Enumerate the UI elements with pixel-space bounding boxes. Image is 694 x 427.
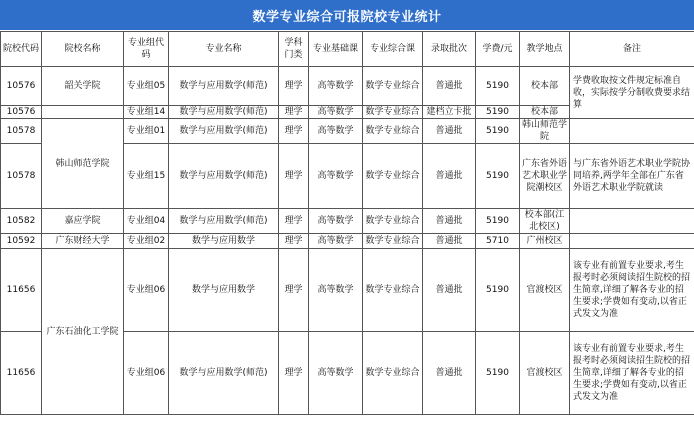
fee-cell: 5190 (476, 209, 520, 234)
header-cell: 学费/元 (476, 32, 520, 67)
fee-cell: 5190 (476, 249, 520, 332)
table-row (1, 209, 694, 234)
basic-course-cell: 高等数学 (309, 67, 363, 106)
table-row (1, 67, 694, 106)
note-cell: 该专业有前置专业要求,考生报考时必须阅读招生院校的招生简章,详细了解各专业的招生要求;学费如有变动,以省正式发文为准 (570, 332, 694, 415)
place-cell: 校本部(江北校区) (520, 209, 570, 234)
header-row (1, 32, 694, 67)
code-cell: 10582 (1, 209, 42, 234)
basic-course-cell: 高等数学 (309, 144, 363, 209)
note-cell (570, 209, 694, 234)
batch-cell: 普通批 (423, 332, 476, 415)
category-cell: 理学 (279, 144, 309, 209)
table-row (1, 119, 694, 144)
table-title-text: 数学专业综合可报院校专业统计 (252, 9, 442, 25)
code-cell: 10576 (1, 67, 42, 106)
header-cell: 学科门类 (279, 32, 309, 67)
school-cell: 嘉应学院 (42, 209, 124, 234)
major-cell: 数学与应用数学(师范) (169, 144, 279, 209)
group-cell: 专业组02 (124, 234, 169, 249)
place-cell: 韩山师范学院 (520, 119, 570, 144)
code-cell: 10578 (1, 144, 42, 209)
header-cell: 教学地点 (520, 32, 570, 67)
place-cell: 官渡校区 (520, 249, 570, 332)
fee-cell: 5710 (476, 234, 520, 249)
table-row (1, 234, 694, 249)
header-cell: 院校代码 (1, 32, 42, 67)
group-cell: 专业组04 (124, 209, 169, 234)
header-cell: 院校名称 (42, 32, 124, 67)
basic-course-cell: 高等数学 (309, 249, 363, 332)
note-cell: 该专业有前置专业要求,考生报考时必须阅读招生院校的招生简章,详细了解各专业的招生要求;学费如有变动,以省正式发文为准 (570, 249, 694, 332)
stats-table (0, 31, 694, 415)
major-cell: 数学与应用数学(师范) (169, 106, 279, 119)
major-cell: 数学与应用数学(师范) (169, 67, 279, 106)
comp-course-cell: 数学专业综合 (363, 144, 423, 209)
fee-cell: 5190 (476, 119, 520, 144)
basic-course-cell: 高等数学 (309, 332, 363, 415)
category-cell: 理学 (279, 106, 309, 119)
group-cell: 专业组05 (124, 67, 169, 106)
major-cell: 数学与应用数学(师范) (169, 332, 279, 415)
major-cell: 数学与应用数学 (169, 234, 279, 249)
category-cell: 理学 (279, 332, 309, 415)
code-cell: 11656 (1, 332, 42, 415)
category-cell: 理学 (279, 249, 309, 332)
school-cell (42, 106, 124, 119)
basic-course-cell: 高等数学 (309, 119, 363, 144)
school-cell: 韩山师范学院 (42, 119, 124, 209)
code-cell: 11656 (1, 249, 42, 332)
header-cell: 专业组代码 (124, 32, 169, 67)
category-cell: 理学 (279, 234, 309, 249)
note-cell: 学费收取按文件规定标准自收，实际按学分制收费要求结算 (570, 67, 694, 119)
fee-cell: 5190 (476, 67, 520, 106)
comp-course-cell: 数学专业综合 (363, 67, 423, 106)
fee-cell: 5190 (476, 332, 520, 415)
school-cell: 广东财经大学 (42, 234, 124, 249)
basic-course-cell: 高等数学 (309, 209, 363, 234)
comp-course-cell: 数学专业综合 (363, 106, 423, 119)
table-row (1, 249, 694, 332)
basic-course-cell: 高等数学 (309, 106, 363, 119)
note-cell (570, 119, 694, 144)
place-cell: 校本部 (520, 106, 570, 119)
batch-cell: 普通批 (423, 249, 476, 332)
header-cell: 备注 (570, 32, 694, 67)
code-cell: 10592 (1, 234, 42, 249)
basic-course-cell: 高等数学 (309, 234, 363, 249)
code-cell: 10576 (1, 106, 42, 119)
header-cell: 专业名称 (169, 32, 279, 67)
school-cell: 韶关学院 (42, 67, 124, 106)
batch-cell: 普通批 (423, 67, 476, 106)
header-cell: 专业综合课 (363, 32, 423, 67)
place-cell: 官渡校区 (520, 332, 570, 415)
group-cell: 专业组06 (124, 249, 169, 332)
school-cell: 广东石油化工学院 (42, 249, 124, 415)
comp-course-cell: 数学专业综合 (363, 332, 423, 415)
category-cell: 理学 (279, 119, 309, 144)
comp-course-cell: 数学专业综合 (363, 209, 423, 234)
code-cell: 10578 (1, 119, 42, 144)
comp-course-cell: 数学专业综合 (363, 249, 423, 332)
batch-cell: 建档立卡批 (423, 106, 476, 119)
batch-cell: 普通批 (423, 234, 476, 249)
table-title (0, 0, 694, 30)
comp-course-cell: 数学专业综合 (363, 234, 423, 249)
note-cell: 与广东省外语艺术职业学院协同培养,两学年全部在广东省外语艺术职业学院就读 (570, 144, 694, 209)
major-cell: 数学与应用数学 (169, 249, 279, 332)
comp-course-cell: 数学专业综合 (363, 119, 423, 144)
place-cell: 校本部 (520, 67, 570, 106)
fee-cell: 5190 (476, 144, 520, 209)
batch-cell: 普通批 (423, 144, 476, 209)
note-cell (570, 234, 694, 249)
header-cell: 专业基础课 (309, 32, 363, 67)
group-cell: 专业组14 (124, 106, 169, 119)
major-cell: 数学与应用数学(师范) (169, 119, 279, 144)
group-cell: 专业组01 (124, 119, 169, 144)
place-cell: 广州校区 (520, 234, 570, 249)
category-cell: 理学 (279, 209, 309, 234)
group-cell: 专业组06 (124, 332, 169, 415)
batch-cell: 普通批 (423, 209, 476, 234)
fee-cell: 5190 (476, 106, 520, 119)
header-cell: 录取批次 (423, 32, 476, 67)
batch-cell: 普通批 (423, 119, 476, 144)
group-cell: 专业组15 (124, 144, 169, 209)
major-cell: 数学与应用数学(师范) (169, 209, 279, 234)
category-cell: 理学 (279, 67, 309, 106)
place-cell: 广东省外语艺术职业学院潮校区 (520, 144, 570, 209)
